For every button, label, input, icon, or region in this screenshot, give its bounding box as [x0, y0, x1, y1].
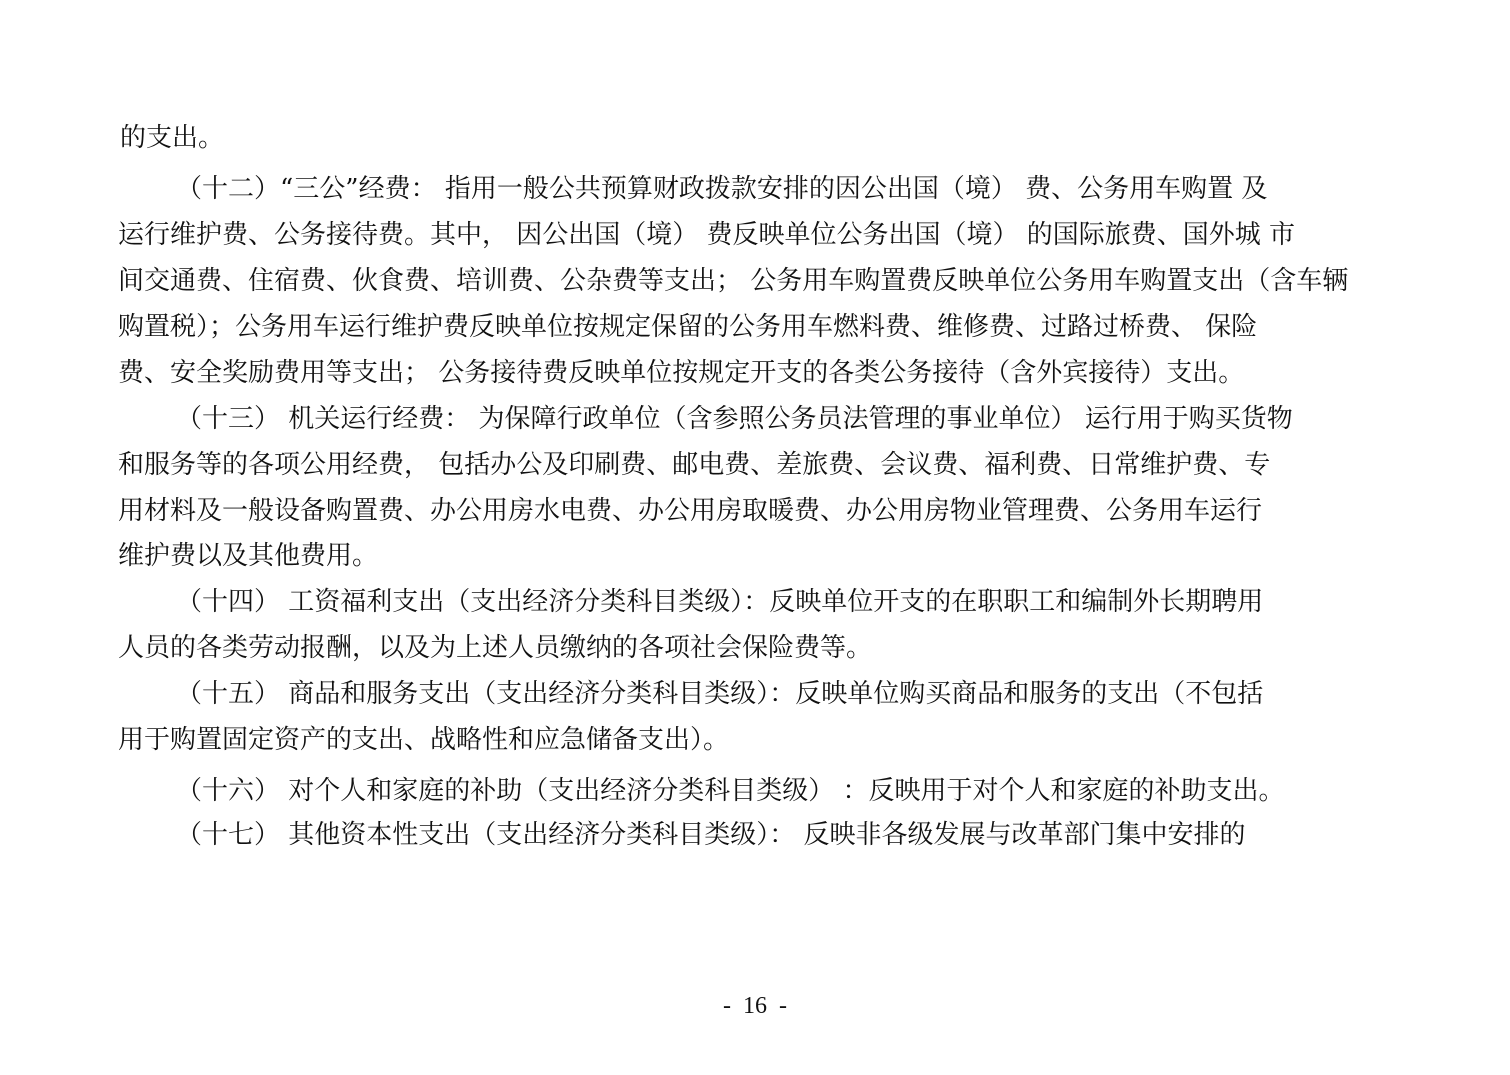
text-line: 用材料及一般设备购置费、办公用房水电费、办公用房取暖费、办公用房物业管理费、公务用车运行 [118, 496, 1263, 526]
text-line: 用于购置固定资产的支出、战略性和应急储备支出）。 [118, 725, 730, 755]
page-number: - 16 - [723, 993, 787, 1019]
text-line: 购置税）；公务用车运行维护费反映单位按规定保留的公务用车燃料费、维修费、过路过桥费、 保险 [118, 312, 1258, 342]
text-line: 的支出。 [120, 123, 225, 153]
text-line: （十四） 工资福利支出（支出经济分类科目类级）：反映单位开支的在职职工和编制外长期聘用 [176, 587, 1264, 617]
text-line: 人员的各类劳动报酬，以及为上述人员缴纳的各项社会保险费等。 [118, 633, 873, 663]
text-line: 维护费以及其他费用。 [118, 541, 379, 571]
text-line: （十三） 机关运行经费： 为保障行政单位（含参照公务员法管理的事业单位） 运行用于购买货物 [176, 404, 1293, 434]
text-line: （十六） 对个人和家庭的补助（支出经济分类科目类级） ：反映用于对个人和家庭的补助支出。 [176, 776, 1285, 806]
text-line: 和服务等的各项公用经费， 包括办公及印刷费、邮电费、差旅费、会议费、福利费、日常维护费、专 [118, 450, 1271, 480]
text-line: 费、安全奖励费用等支出； 公务接待费反映单位按规定开支的各类公务接待（含外宾接待）支出。 [118, 358, 1245, 388]
text-line: 运行维护费、公务接待费。其中， 因公出国（境） 费反映单位公务出国（境） 的国际旅费、国外城 市 [118, 220, 1296, 250]
text-line: （十二）“三公”经费： 指用一般公共预算财政拨款安排的因公出国（境） 费、公务用车购置 及 [176, 174, 1268, 204]
text-line: （十五） 商品和服务支出（支出经济分类科目类级）：反映单位购买商品和服务的支出（不包括 [176, 679, 1264, 709]
text-line: （十七） 其他资本性支出（支出经济分类科目类级）： 反映非各级发展与改革部门集中安排的 [176, 820, 1246, 850]
text-line: 间交通费、住宿费、伙食费、培训费、公杂费等支出； 公务用车购置费反映单位公务用车购置支出（含车辆 [118, 266, 1349, 296]
